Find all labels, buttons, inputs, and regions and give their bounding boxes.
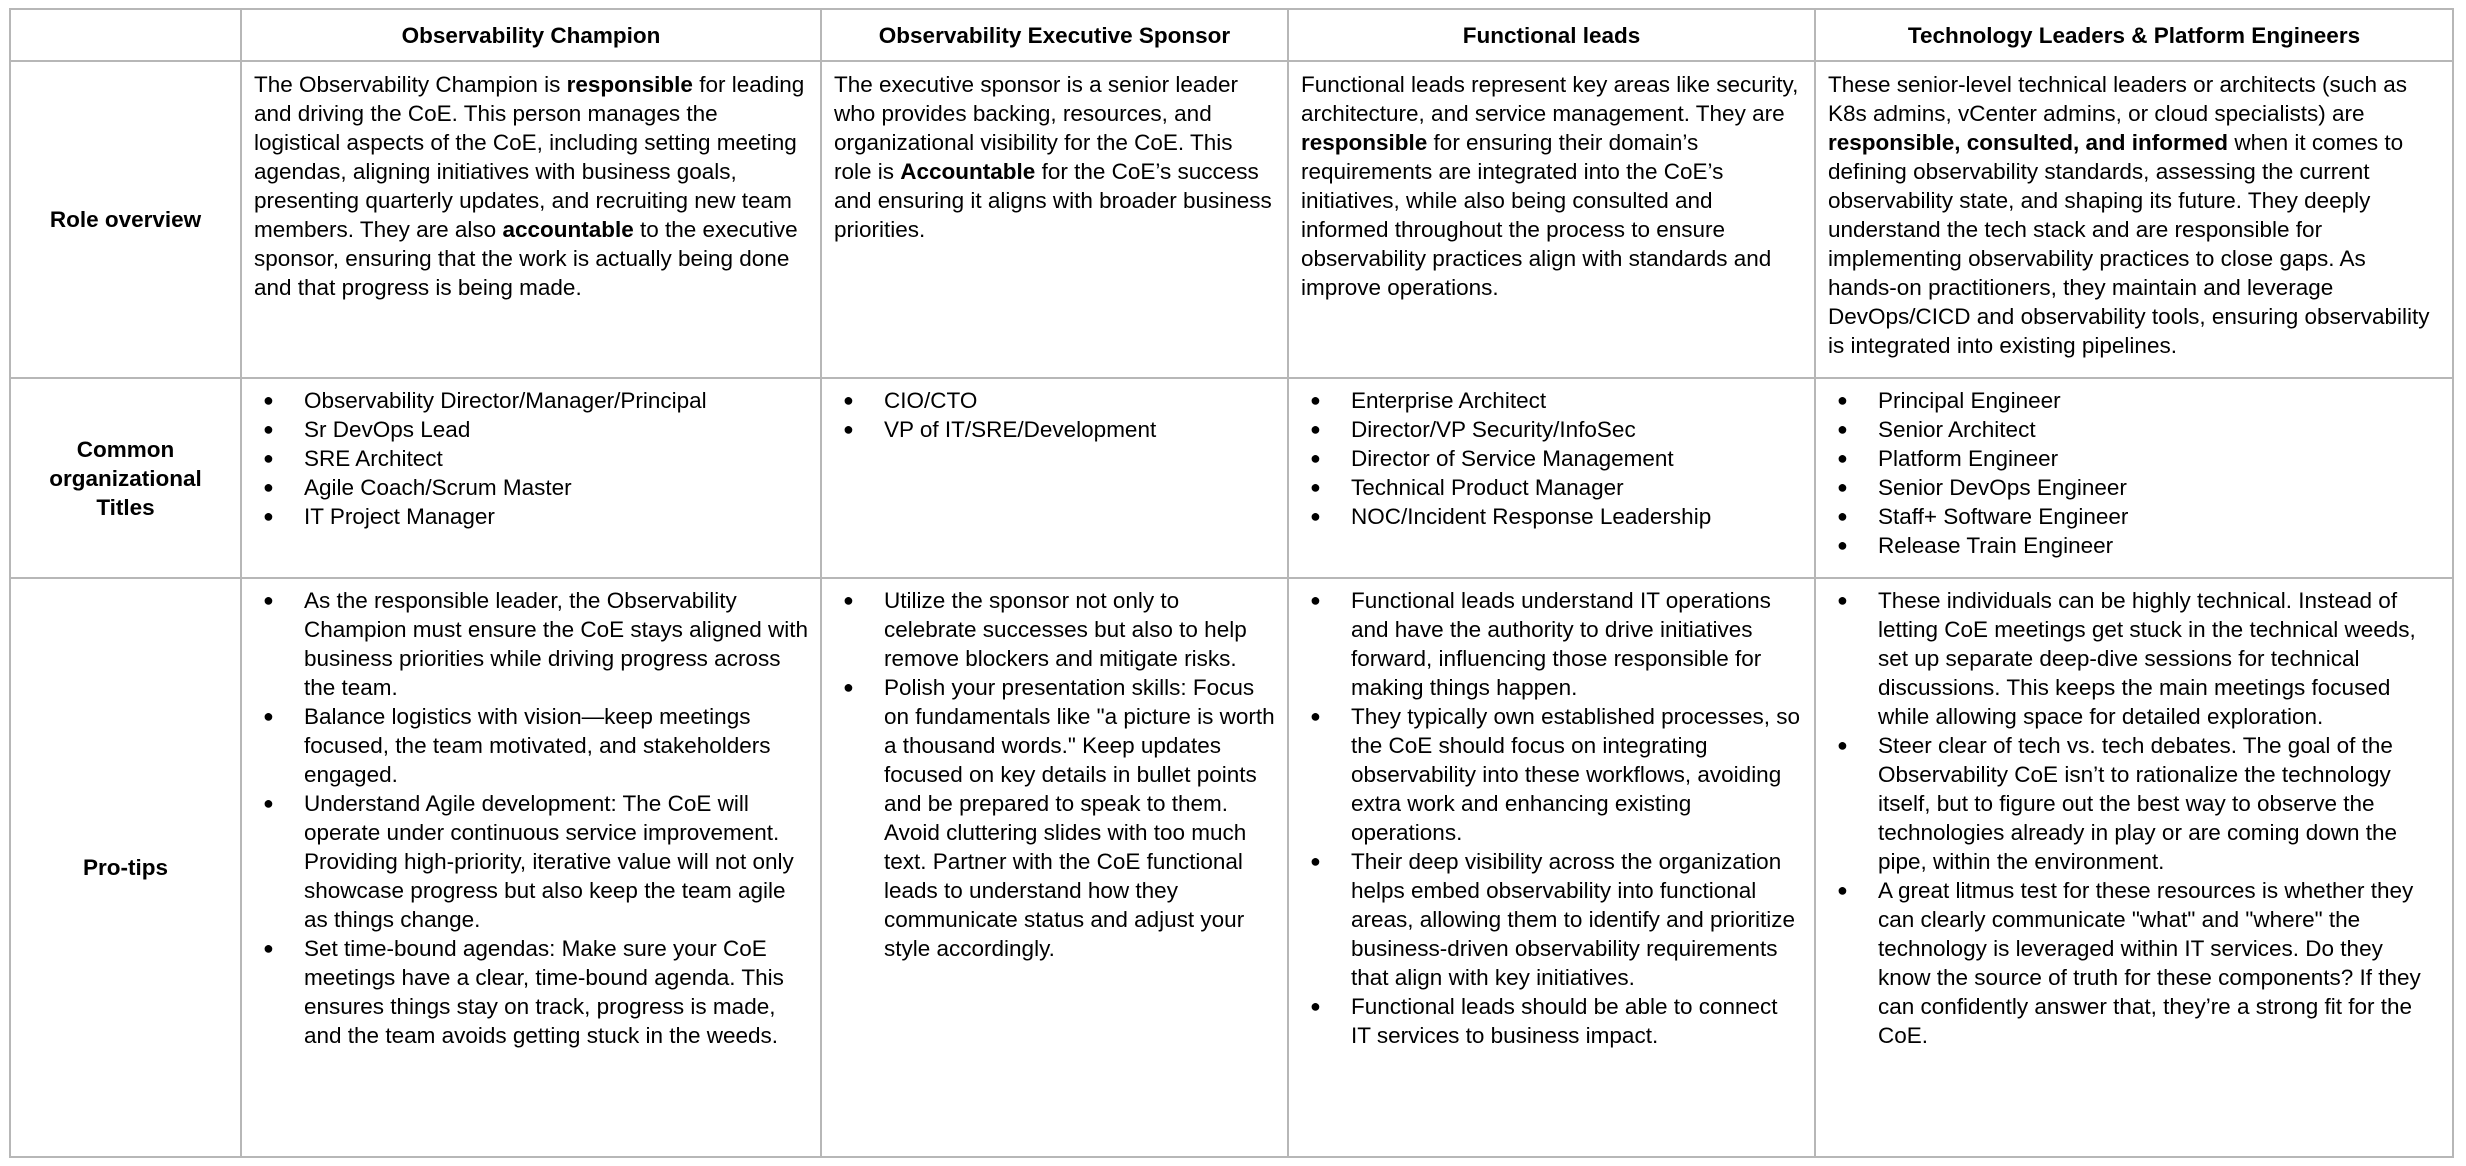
list-item-text: Principal Engineer bbox=[1878, 388, 2061, 413]
common-titles-row bbox=[10, 378, 2453, 578]
bullet-icon: ● bbox=[1310, 448, 1321, 468]
bullet-icon: ● bbox=[1310, 390, 1321, 410]
list-item bbox=[254, 444, 808, 473]
roles-table bbox=[9, 8, 2454, 1158]
list-item bbox=[834, 673, 1275, 963]
corner-cell bbox=[10, 9, 241, 61]
list-item bbox=[1828, 876, 2440, 1050]
list-item-text: A great litmus test for these resources is whether they can clearly communicate "what" and "where" the technology is leveraged within IT services. Do they know the source of truth for these components? If they can confidently answer that, they’re a strong fit for the CoE. bbox=[1878, 878, 2421, 1048]
body-text: The Observability Champion is bbox=[254, 72, 567, 97]
list-item bbox=[1301, 702, 1802, 847]
titles-list bbox=[254, 386, 808, 531]
list-item bbox=[254, 473, 808, 502]
overview-cell-functional-leads bbox=[1288, 61, 1815, 378]
list-item-text: Senior Architect bbox=[1878, 417, 2036, 442]
row-label-common-titles: Common organizational Titles bbox=[10, 378, 241, 578]
list-item bbox=[1301, 473, 1802, 502]
bullet-icon: ● bbox=[1837, 535, 1848, 555]
list-item bbox=[1301, 502, 1802, 531]
column-header-observability-champion: Observability Champion bbox=[241, 9, 821, 61]
bullet-icon: ● bbox=[1310, 851, 1321, 871]
list-item-text: Senior DevOps Engineer bbox=[1878, 475, 2127, 500]
list-item bbox=[254, 934, 808, 1050]
titles-cell-technology-leaders bbox=[1815, 378, 2453, 578]
bullet-icon: ● bbox=[1310, 419, 1321, 439]
titles-cell-executive-sponsor bbox=[821, 378, 1288, 578]
body-text: for leading and driving the CoE. This person manages the logistical aspects of the CoE, including setting meeting agendas, aligning initiatives with business goals, presenting quarterly updates, and recruiting new team members. They are also bbox=[254, 72, 805, 242]
list-item-text: Sr DevOps Lead bbox=[304, 417, 471, 442]
bullet-icon: ● bbox=[263, 590, 274, 610]
bullet-icon: ● bbox=[263, 419, 274, 439]
list-item bbox=[1828, 502, 2440, 531]
list-item-text: Observability Director/Manager/Principal bbox=[304, 388, 707, 413]
column-header-functional-leads: Functional leads bbox=[1288, 9, 1815, 61]
list-item-text: Technical Product Manager bbox=[1351, 475, 1624, 500]
list-item-text: Balance logistics with vision—keep meetings focused, the team motivated, and stakeholders engaged. bbox=[304, 704, 771, 787]
body-text: to the executive sponsor, ensuring that the work is actually being done and that progress is being made. bbox=[254, 217, 798, 300]
emphasis-text: Accountable bbox=[900, 159, 1036, 184]
bullet-icon: ● bbox=[1310, 477, 1321, 497]
tips-list bbox=[254, 586, 808, 1050]
bullet-icon: ● bbox=[1837, 390, 1848, 410]
header-row bbox=[10, 9, 2453, 61]
list-item bbox=[254, 702, 808, 789]
bullet-icon: ● bbox=[263, 506, 274, 526]
list-item-text: Release Train Engineer bbox=[1878, 533, 2114, 558]
list-item-text: NOC/Incident Response Leadership bbox=[1351, 504, 1712, 529]
bullet-icon: ● bbox=[843, 677, 854, 697]
body-text: These senior-level technical leaders or architects (such as K8s admins, vCenter admins, or cloud specialists) are bbox=[1828, 72, 2408, 126]
bullet-icon: ● bbox=[263, 448, 274, 468]
list-item bbox=[834, 415, 1275, 444]
list-item bbox=[1828, 531, 2440, 560]
bullet-icon: ● bbox=[1837, 477, 1848, 497]
column-header-technology-leaders: Technology Leaders & Platform Engineers bbox=[1815, 9, 2453, 61]
row-label-pro-tips: Pro-tips bbox=[10, 578, 241, 1157]
list-item-text: Their deep visibility across the organization helps embed observability into functional areas, allowing them to identify and prioritize business-driven observability requirements that align with key initiatives. bbox=[1351, 849, 1795, 990]
tips-list bbox=[834, 586, 1275, 963]
bullet-icon: ● bbox=[1837, 590, 1848, 610]
list-item-text: Functional leads understand IT operations and have the authority to drive initiatives forward, influencing those responsible for making things happen. bbox=[1351, 588, 1771, 700]
list-item bbox=[254, 502, 808, 531]
list-item-text: Functional leads should be able to connect IT services to business impact. bbox=[1351, 994, 1778, 1048]
tips-cell-executive-sponsor bbox=[821, 578, 1288, 1157]
list-item-text: Director of Service Management bbox=[1351, 446, 1674, 471]
bullet-icon: ● bbox=[263, 938, 274, 958]
bullet-icon: ● bbox=[843, 419, 854, 439]
list-item bbox=[1301, 415, 1802, 444]
titles-cell-functional-leads bbox=[1288, 378, 1815, 578]
list-item-text: Utilize the sponsor not only to celebrate successes but also to help remove blockers and mitigate risks. bbox=[884, 588, 1247, 671]
bullet-icon: ● bbox=[843, 390, 854, 410]
list-item-text: Set time-bound agendas: Make sure your CoE meetings have a clear, time-bound agenda. This ensures things stay on track, progress is made, and the team avoids getting stuck in the weeds. bbox=[304, 936, 784, 1048]
list-item bbox=[1301, 847, 1802, 992]
bullet-icon: ● bbox=[263, 390, 274, 410]
body-text: for the CoE’s success and ensuring it aligns with broader business priorities. bbox=[834, 159, 1272, 242]
overview-cell-executive-sponsor bbox=[821, 61, 1288, 378]
list-item-text: Staff+ Software Engineer bbox=[1878, 504, 2129, 529]
list-item-text: Platform Engineer bbox=[1878, 446, 2059, 471]
list-item bbox=[1828, 386, 2440, 415]
bullet-icon: ● bbox=[1837, 448, 1848, 468]
list-item bbox=[1828, 731, 2440, 876]
list-item-text: They typically own established processes, so the CoE should focus on integrating observability into these workflows, avoiding extra work and enhancing existing operations. bbox=[1351, 704, 1800, 845]
body-text: for ensuring their domain’s requirements are integrated into the CoE’s initiatives, while also being consulted and informed throughout the process to ensure observability practices align with standards and improve operations. bbox=[1301, 130, 1772, 300]
emphasis-text: responsible bbox=[566, 72, 693, 97]
tips-list bbox=[1301, 586, 1802, 1050]
list-item bbox=[834, 386, 1275, 415]
body-text: The executive sponsor is a senior leader who provides backing, resources, and organizational visibility for the CoE. This role is bbox=[834, 72, 1238, 184]
list-item bbox=[1828, 473, 2440, 502]
list-item bbox=[1828, 444, 2440, 473]
column-header-executive-sponsor: Observability Executive Sponsor bbox=[821, 9, 1288, 61]
row-label-role-overview: Role overview bbox=[10, 61, 241, 378]
bullet-icon: ● bbox=[1837, 880, 1848, 900]
overview-cell-technology-leaders bbox=[1815, 61, 2453, 378]
list-item bbox=[254, 415, 808, 444]
list-item bbox=[254, 386, 808, 415]
list-item-text: SRE Architect bbox=[304, 446, 443, 471]
emphasis-text: responsible bbox=[1301, 130, 1428, 155]
list-item bbox=[1301, 386, 1802, 415]
list-item-text: These individuals can be highly technical. Instead of letting CoE meetings get stuck in the technical weeds, set up separate deep-dive sessions for technical discussions. This keeps the main meetings focused while allowing space for detailed exploration. bbox=[1878, 588, 2416, 729]
bullet-icon: ● bbox=[1310, 590, 1321, 610]
bullet-icon: ● bbox=[843, 590, 854, 610]
role-overview-row bbox=[10, 61, 2453, 378]
pro-tips-row bbox=[10, 578, 2453, 1157]
list-item-text: Enterprise Architect bbox=[1351, 388, 1547, 413]
list-item-text: Agile Coach/Scrum Master bbox=[304, 475, 572, 500]
list-item bbox=[1301, 444, 1802, 473]
list-item-text: Polish your presentation skills: Focus on fundamentals like "a picture is worth a thousand words." Keep updates focused on key details in bullet points and be prepared to speak to them. Avoid cluttering slides with too much text. Partner with the CoE functional leads to understand how they communicate status and adjust your style accordingly. bbox=[884, 675, 1275, 961]
bullet-icon: ● bbox=[1837, 506, 1848, 526]
list-item-text: Director/VP Security/InfoSec bbox=[1351, 417, 1636, 442]
list-item bbox=[834, 586, 1275, 673]
list-item bbox=[254, 789, 808, 934]
tips-cell-functional-leads bbox=[1288, 578, 1815, 1157]
list-item-text: Steer clear of tech vs. tech debates. The goal of the Observability CoE isn’t to rationalize the technology itself, but to figure out the best way to observe the technologies already in play or are coming down the pipe, within the environment. bbox=[1878, 733, 2398, 874]
bullet-icon: ● bbox=[1310, 506, 1321, 526]
list-item-text: CIO/CTO bbox=[884, 388, 978, 413]
bullet-icon: ● bbox=[263, 477, 274, 497]
body-text: Functional leads represent key areas like security, architecture, and service management. They are bbox=[1301, 72, 1799, 126]
list-item-text: As the responsible leader, the Observability Champion must ensure the CoE stays aligned with business priorities while driving progress across the team. bbox=[304, 588, 809, 700]
bullet-icon: ● bbox=[1310, 706, 1321, 726]
list-item-text: IT Project Manager bbox=[304, 504, 495, 529]
bullet-icon: ● bbox=[263, 706, 274, 726]
bullet-icon: ● bbox=[1310, 996, 1321, 1016]
list-item bbox=[254, 586, 808, 702]
body-text: when it comes to defining observability standards, assessing the current observability state, and shaping its future. They deeply understand the tech stack and are responsible for implementing observability practices to close gaps. As hands-on practitioners, they maintain and leverage DevOps/CICD and observability tools, ensuring observability is integrated into existing pipelines. bbox=[1828, 130, 2430, 358]
overview-cell-champion bbox=[241, 61, 821, 378]
list-item-text: VP of IT/SRE/Development bbox=[884, 417, 1157, 442]
titles-list bbox=[834, 386, 1275, 444]
titles-list bbox=[1828, 386, 2440, 560]
bullet-icon: ● bbox=[1837, 735, 1848, 755]
bullet-icon: ● bbox=[1837, 419, 1848, 439]
list-item bbox=[1828, 586, 2440, 731]
list-item bbox=[1828, 415, 2440, 444]
tips-cell-champion bbox=[241, 578, 821, 1157]
emphasis-text: accountable bbox=[502, 217, 634, 242]
tips-list bbox=[1828, 586, 2440, 1050]
list-item-text: Understand Agile development: The CoE will operate under continuous service improvement. Providing high-priority, iterative value will not only showcase progress but also keep the team agile as things change. bbox=[304, 791, 794, 932]
list-item bbox=[1301, 586, 1802, 702]
titles-list bbox=[1301, 386, 1802, 531]
list-item bbox=[1301, 992, 1802, 1050]
titles-cell-champion bbox=[241, 378, 821, 578]
emphasis-text: responsible, consulted, and informed bbox=[1828, 130, 2229, 155]
tips-cell-technology-leaders bbox=[1815, 578, 2453, 1157]
bullet-icon: ● bbox=[263, 793, 274, 813]
